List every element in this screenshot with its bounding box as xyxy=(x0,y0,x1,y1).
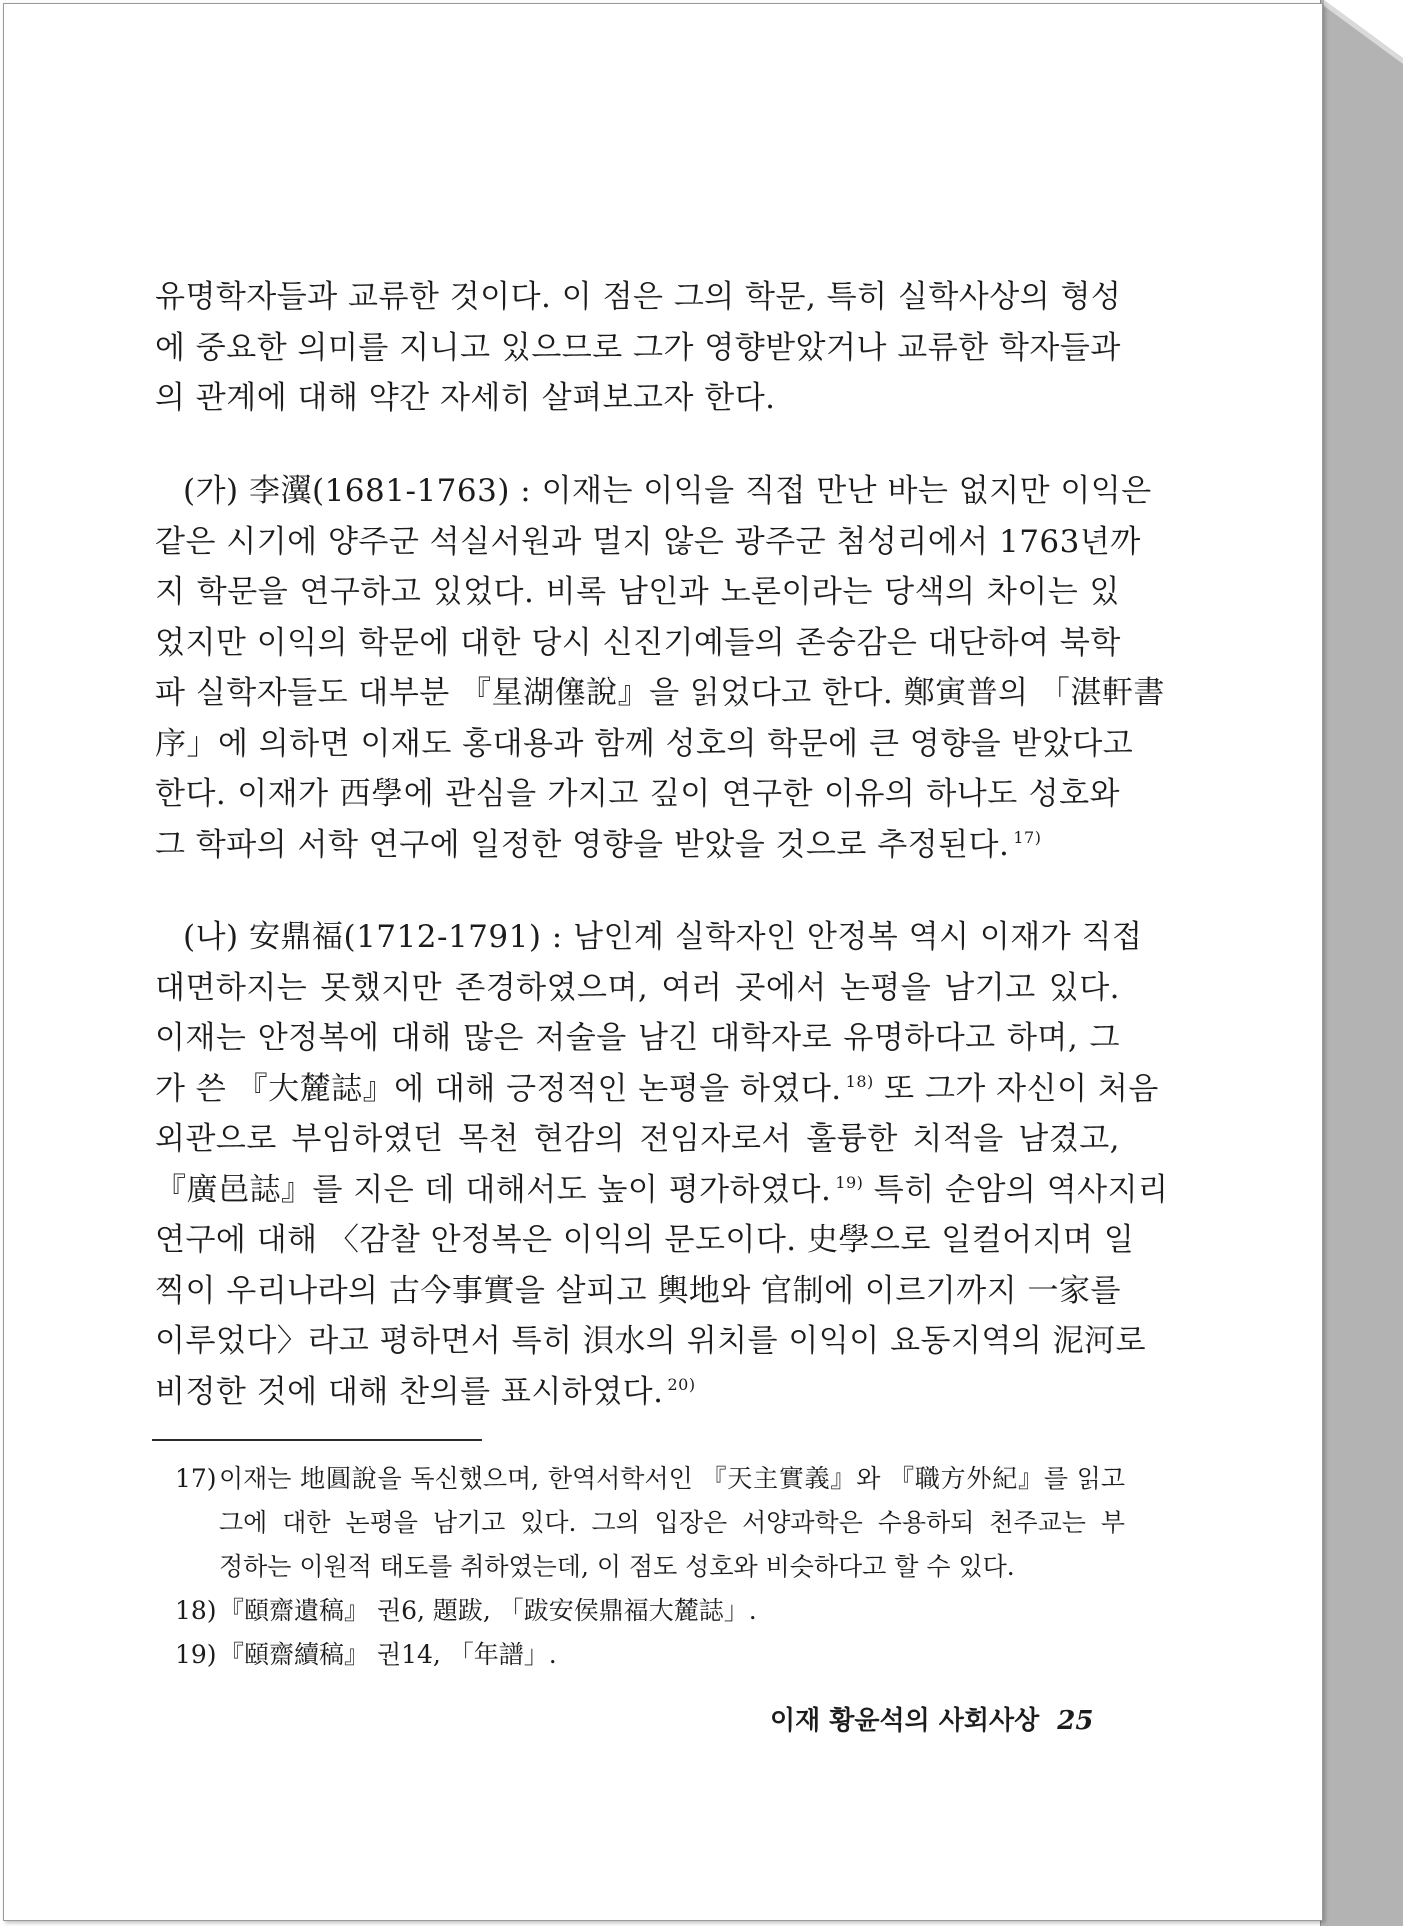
footnote-text: 『頤齋續稿』 권14, 「年譜」. xyxy=(219,1640,557,1669)
text-line: (나) 安鼎福(1712-1791) : 남인계 실학자인 안정복 역시 이재가 직접 xyxy=(183,919,1143,955)
footnote-number: 18) xyxy=(175,1596,217,1625)
text-line: 序」에 의하면 이재도 홍대용과 함께 성호의 학문에 큰 영향을 받았다고 xyxy=(155,725,1134,762)
footnote-ref-20[interactable]: 20) xyxy=(667,1375,696,1395)
text-line xyxy=(155,1367,1120,1418)
text-line-body: 비정한 것에 대해 찬의를 표시하였다. xyxy=(155,1373,664,1410)
paragraph-an-jeong-bok xyxy=(155,912,1169,1417)
footnote-line: 그에 대한 논평을 남기고 있다. 그의 입장은 서양과학은 수용하되 천주교는 부 xyxy=(219,1508,1125,1537)
text-line: 파 실학자들도 대부분 『星湖僿說』을 읽었다고 한다. 鄭寅普의 「湛軒書 xyxy=(155,675,1165,711)
text-line xyxy=(155,1165,1169,1216)
text-line xyxy=(155,820,1120,871)
text-line: 유명학자들과 교류한 것이다. 이 점은 그의 학문, 특히 실학사상의 형성 xyxy=(155,279,1122,315)
footnote-number: 17) xyxy=(175,1464,217,1493)
text-line-body: 『廣邑誌』를 지은 데 대해서도 높이 평가하였다. xyxy=(155,1171,832,1208)
text-line: (가) 李瀷(1681-1763) : 이재는 이익을 직접 만난 바는 없지만 이익은 xyxy=(183,473,1152,509)
footnote-text: 이재는 地圓說을 독신했으며, 한역서학서인 『天主實義』와 『職方外紀』를 읽고 xyxy=(219,1464,1125,1493)
footnotes xyxy=(175,1457,1125,1677)
text-line: 대면하지는 못했지만 존경하였으며, 여러 곳에서 논평을 남기고 있다. xyxy=(155,969,1120,1006)
footnote-ref-17[interactable]: 17) xyxy=(1013,828,1042,848)
text-line: 외관으로 부임하였던 목천 현감의 전임자로서 훌륭한 치적을 남겼고, xyxy=(155,1121,1120,1157)
page-footer xyxy=(770,1700,1093,1737)
text-line: 찍이 우리나라의 古今事實을 살피고 輿地와 官制에 이르기까지 一家를 xyxy=(155,1272,1121,1309)
text-line-tail: 특히 순암의 역사지리 xyxy=(873,1171,1169,1208)
footnote-line: 정하는 이원적 태도를 취하였는데, 이 점도 성호와 비슷하다고 할 수 있다. xyxy=(219,1552,1015,1581)
text-line: 의 관계에 대해 약간 자세히 살펴보고자 한다. xyxy=(155,380,776,416)
text-line-body: 그 학파의 서학 연구에 일정한 영향을 받았을 것으로 추정된다. xyxy=(155,826,1010,863)
text-line-tail: 또 그가 자신이 처음 xyxy=(884,1070,1159,1107)
footnote-number: 19) xyxy=(175,1640,217,1669)
page-number: 25 xyxy=(1057,1706,1094,1736)
running-title: 이재 황윤석의 사회사상 xyxy=(770,1706,1040,1736)
footnote-17 xyxy=(175,1457,1125,1589)
text-line: 에 중요한 의미를 지니고 있으므로 그가 영향받았거나 교류한 학자들과 xyxy=(155,329,1121,366)
footnote-divider xyxy=(152,1439,482,1441)
footnote-19 xyxy=(175,1633,1125,1677)
paragraph-yi-ik xyxy=(155,466,1165,870)
text-line: 이루었다〉라고 평하면서 특히 浿水의 위치를 이익이 요동지역의 泥河로 xyxy=(155,1323,1147,1359)
footnote-18 xyxy=(175,1589,1125,1633)
paragraph-1 xyxy=(155,272,1120,424)
text-line: 지 학문을 연구하고 있었다. 비록 남인과 노론이라는 당색의 차이는 있 xyxy=(155,574,1120,610)
text-line: 이재는 안정복에 대해 많은 저술을 남긴 대학자로 유명하다고 하며, 그 xyxy=(155,1020,1120,1056)
footnote-text: 『頤齋遺稿』 권6, 題跋, 「跋安侯鼎福大麓誌」. xyxy=(219,1596,757,1625)
footnote-ref-18[interactable]: 18) xyxy=(845,1072,874,1092)
text-line-body: 가 쓴 『大麓誌』에 대해 긍정적인 논평을 하였다. xyxy=(155,1070,842,1107)
footnote-ref-19[interactable]: 19) xyxy=(835,1173,864,1193)
text-line: 연구에 대해 〈감찰 안정복은 이익의 문도이다. 史學으로 일컬어지며 일 xyxy=(155,1222,1135,1258)
text-line xyxy=(155,1064,1159,1115)
text-line: 한다. 이재가 西學에 관심을 가지고 깊이 연구한 이유의 하나도 성호와 xyxy=(155,776,1120,812)
footnote-line xyxy=(175,1457,1125,1501)
book-page-edge xyxy=(1320,0,1403,1926)
text-line: 같은 시기에 양주군 석실서원과 멀지 않은 광주군 첨성리에서 1763년까 xyxy=(155,523,1141,560)
text-line: 었지만 이익의 학문에 대한 당시 신진기예들의 존숭감은 대단하여 북학 xyxy=(155,624,1121,661)
